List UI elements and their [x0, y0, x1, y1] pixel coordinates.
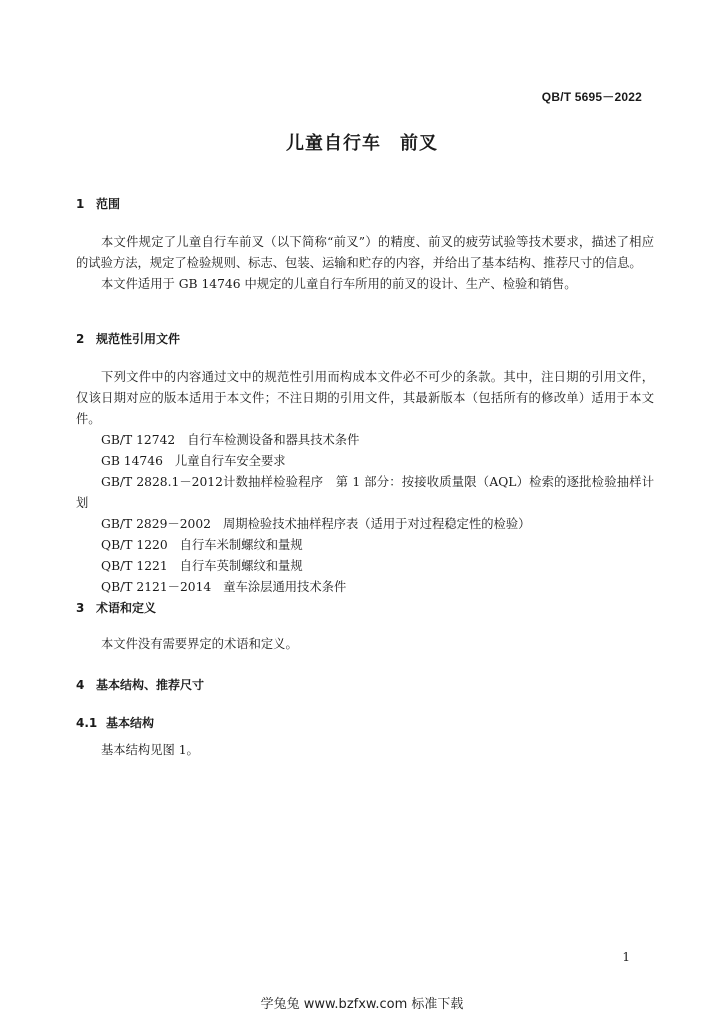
section-scope — [76, 194, 654, 215]
paragraph: 本文件适用于 GB 14746 中规定的儿童自行车所用的前叉的设计、生产、检验和销售。 — [101, 277, 577, 291]
section-number: 3 — [76, 601, 85, 615]
section-number: 1 — [76, 197, 85, 211]
standard-code: QB/T 5695－2022 — [541, 90, 642, 104]
section-terms — [76, 598, 654, 619]
reference-item — [76, 451, 654, 472]
reference-item — [76, 556, 654, 577]
section-heading — [76, 598, 654, 619]
section-heading — [76, 194, 654, 215]
subsection-title: 基本结构 — [106, 716, 155, 730]
basic-structure-body — [76, 740, 654, 761]
reference-title: 自行车米制螺纹和量规 — [179, 538, 303, 552]
section-heading — [76, 675, 654, 696]
reference-title: 儿童自行车安全要求 — [174, 454, 286, 468]
reference-code: QB/T 1221 — [101, 559, 168, 573]
watermark-text: 学兔兔 www.bzfxw.com 标准下载 — [260, 997, 464, 1012]
section-number: 2 — [76, 332, 85, 346]
reference-title: 周期检验技术抽样程序表（适用于对过程稳定性的检验） — [223, 517, 531, 531]
reference-title: 自行车检测设备和器具技术条件 — [187, 433, 360, 447]
reference-code: GB 14746 — [101, 454, 163, 468]
reference-title: 童车涂层通用技术条件 — [223, 580, 347, 594]
section-normative-references — [76, 329, 654, 350]
section-title: 术语和定义 — [96, 601, 157, 615]
section-title: 基本结构、推荐尺寸 — [96, 678, 205, 692]
section-title: 范围 — [96, 197, 121, 211]
reference-code: GB/T 12742 — [101, 433, 176, 447]
reference-item — [76, 535, 654, 556]
page-number: 1 — [622, 950, 630, 964]
section-structure — [76, 675, 654, 696]
reference-item — [76, 514, 654, 535]
subsection-heading — [76, 713, 654, 734]
subsection-basic-structure — [76, 713, 654, 734]
reference-code: QB/T 2121－2014 — [101, 580, 212, 594]
reference-item — [76, 472, 654, 514]
scope-body — [76, 232, 654, 295]
reference-code: GB/T 2828.1－2012 — [101, 475, 223, 489]
reference-title: 自行车英制螺纹和量规 — [179, 559, 303, 573]
paragraph: 本文件规定了儿童自行车前叉（以下简称“前叉”）的精度、前叉的疲劳试验等技术要求，描述了相应的试验方法，规定了检验规则、标志、包装、运输和贮存的内容，并给出了基本结构、推荐尺寸的信息。 — [76, 235, 654, 270]
terms-body — [76, 634, 654, 655]
reference-title: 计数抽样检验程序 第 1 部分：按接收质量限（AQL）检索的逐批检验抽样计划 — [76, 475, 654, 510]
paragraph: 基本结构见图 1。 — [101, 743, 199, 757]
reference-code: QB/T 1220 — [101, 538, 168, 552]
subsection-number: 4.1 — [76, 716, 98, 730]
reference-item — [76, 430, 654, 451]
section-number: 4 — [76, 678, 85, 692]
paragraph: 下列文件中的内容通过文中的规范性引用而构成本文件必不可少的条款。其中，注日期的引用文件，仅该日期对应的版本适用于本文件；不注日期的引用文件，其最新版本（包括所有的修改单）适用于本文件。 — [76, 370, 654, 426]
references-body — [76, 367, 654, 598]
reference-item — [76, 577, 654, 598]
reference-code: GB/T 2829－2002 — [101, 517, 211, 531]
section-title: 规范性引用文件 — [96, 332, 181, 346]
paragraph: 本文件没有需要界定的术语和定义。 — [101, 637, 298, 651]
section-heading — [76, 329, 654, 350]
document-title: 儿童自行车 前叉 — [286, 133, 438, 154]
